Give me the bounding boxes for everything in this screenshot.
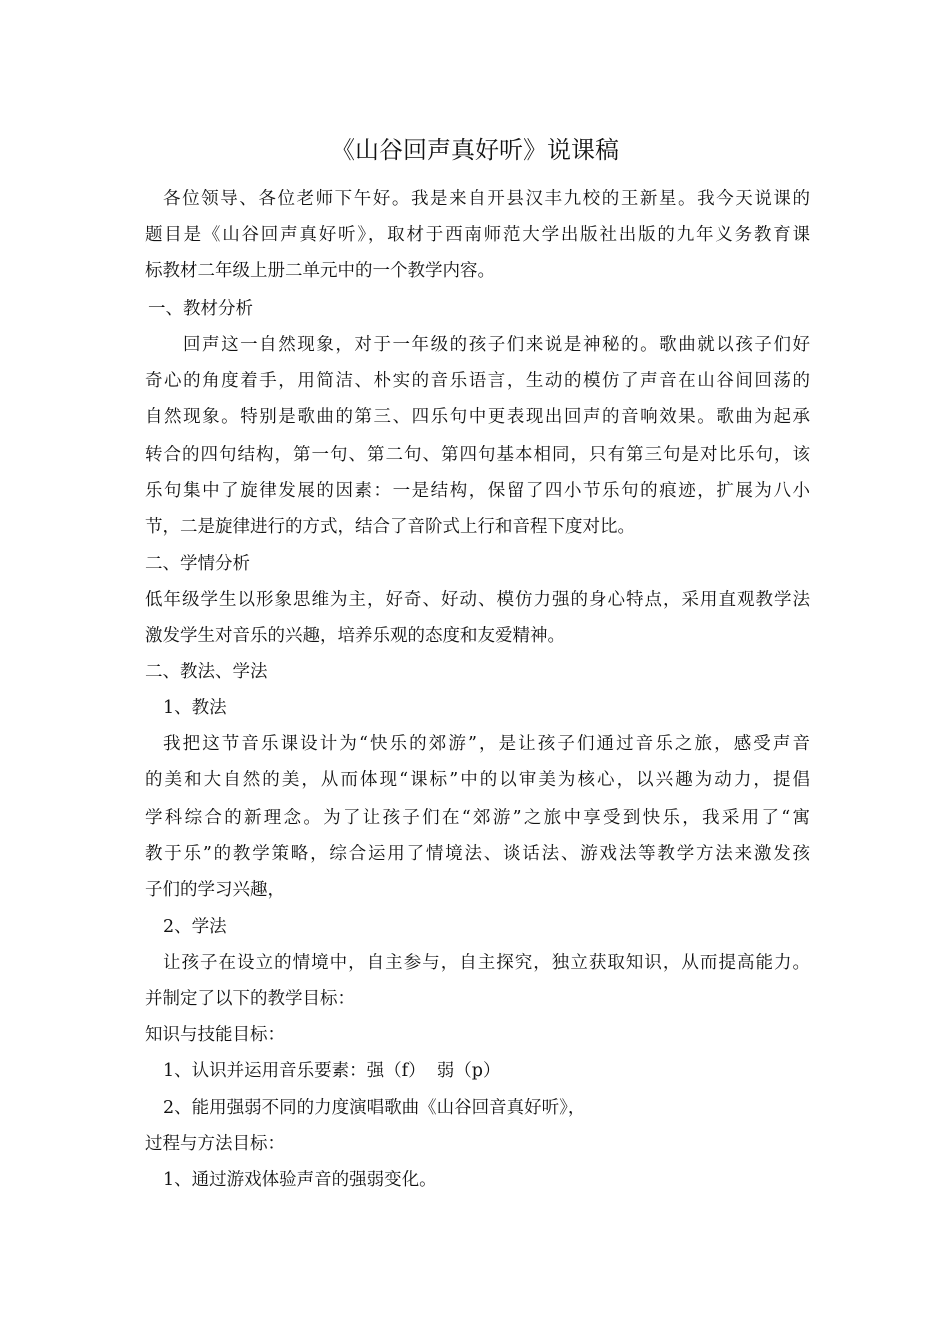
goal-heading: 知识与技能目标： <box>145 1025 285 1045</box>
paragraph-line: 低年级学生以形象思维为主，好奇、好动、模仿力强的身心特点，采用直观教学法 <box>145 590 810 610</box>
paragraph-line: 我把这节音乐课设计为“快乐的郊游”，是让孩子们通过音乐之旅，感受声音 <box>163 734 810 754</box>
section-heading: 一、教材分析 <box>148 299 253 319</box>
goal-item: 1、认识并运用音乐要素：强（f） 弱（p） <box>163 1061 501 1081</box>
document-title: 《山谷回声真好听》说课稿 <box>331 136 619 164</box>
paragraph-line: 奇心的角度着手，用简洁、朴实的音乐语言，生动的模仿了声音在山谷间回荡的 <box>145 371 810 391</box>
subsection-heading: 2、学法 <box>163 917 227 937</box>
subsection-heading: 1、教法 <box>163 698 227 718</box>
paragraph-line: 并制定了以下的教学目标： <box>145 989 355 1009</box>
paragraph-line: 教于乐”的教学策略，综合运用了情境法、谈话法、游戏法等教学方法来激发孩 <box>145 844 810 864</box>
paragraph-line: 的美和大自然的美，从而体现“课标”中的以审美为核心，以兴趣为动力，提倡 <box>145 770 810 790</box>
goal-heading: 过程与方法目标： <box>145 1134 285 1154</box>
goal-item: 1、通过游戏体验声音的强弱变化。 <box>163 1170 437 1190</box>
goal-item: 2、能用强弱不同的力度演唱歌曲《山谷回音真好听》， <box>163 1098 586 1118</box>
paragraph-line: 题目是《山谷回声真好听》，取材于西南师范大学出版社出版的九年义务教育课 <box>145 225 810 245</box>
paragraph-line: 自然现象。特别是歌曲的第三、四乐句中更表现出回声的音响效果。歌曲为起承 <box>145 407 810 427</box>
paragraph-line: 激发学生对音乐的兴趣，培养乐观的态度和友爱精神。 <box>145 626 565 646</box>
paragraph-line: 学科综合的新理念。为了让孩子们在“郊游”之旅中享受到快乐，我采用了“寓 <box>145 808 810 828</box>
section-heading: 二、教法、学法 <box>145 662 268 682</box>
paragraph-line: 各位领导、各位老师下午好。我是来自开县汉丰九校的王新星。我今天说课的 <box>163 189 810 209</box>
paragraph-line: 转合的四句结构，第一句、第二句、第四句基本相同，只有第三句是对比乐句，该 <box>145 445 810 465</box>
paragraph-line: 节，二是旋律进行的方式，结合了音阶式上行和音程下度对比。 <box>145 517 635 537</box>
paragraph-line: 子们的学习兴趣， <box>145 880 285 900</box>
paragraph-line: 乐句集中了旋律发展的因素：一是结构，保留了四小节乐句的痕迹，扩展为八小 <box>145 481 810 501</box>
paragraph-line: 让孩子在设立的情境中，自主参与，自主探究，独立获取知识，从而提高能力。 <box>163 953 810 973</box>
paragraph-line: 标教材二年级上册二单元中的一个教学内容。 <box>145 261 495 281</box>
section-heading: 二、学情分析 <box>145 554 250 574</box>
paragraph-line: 回声这一自然现象，对于一年级的孩子们来说是神秘的。歌曲就以孩子们好 <box>183 335 810 355</box>
